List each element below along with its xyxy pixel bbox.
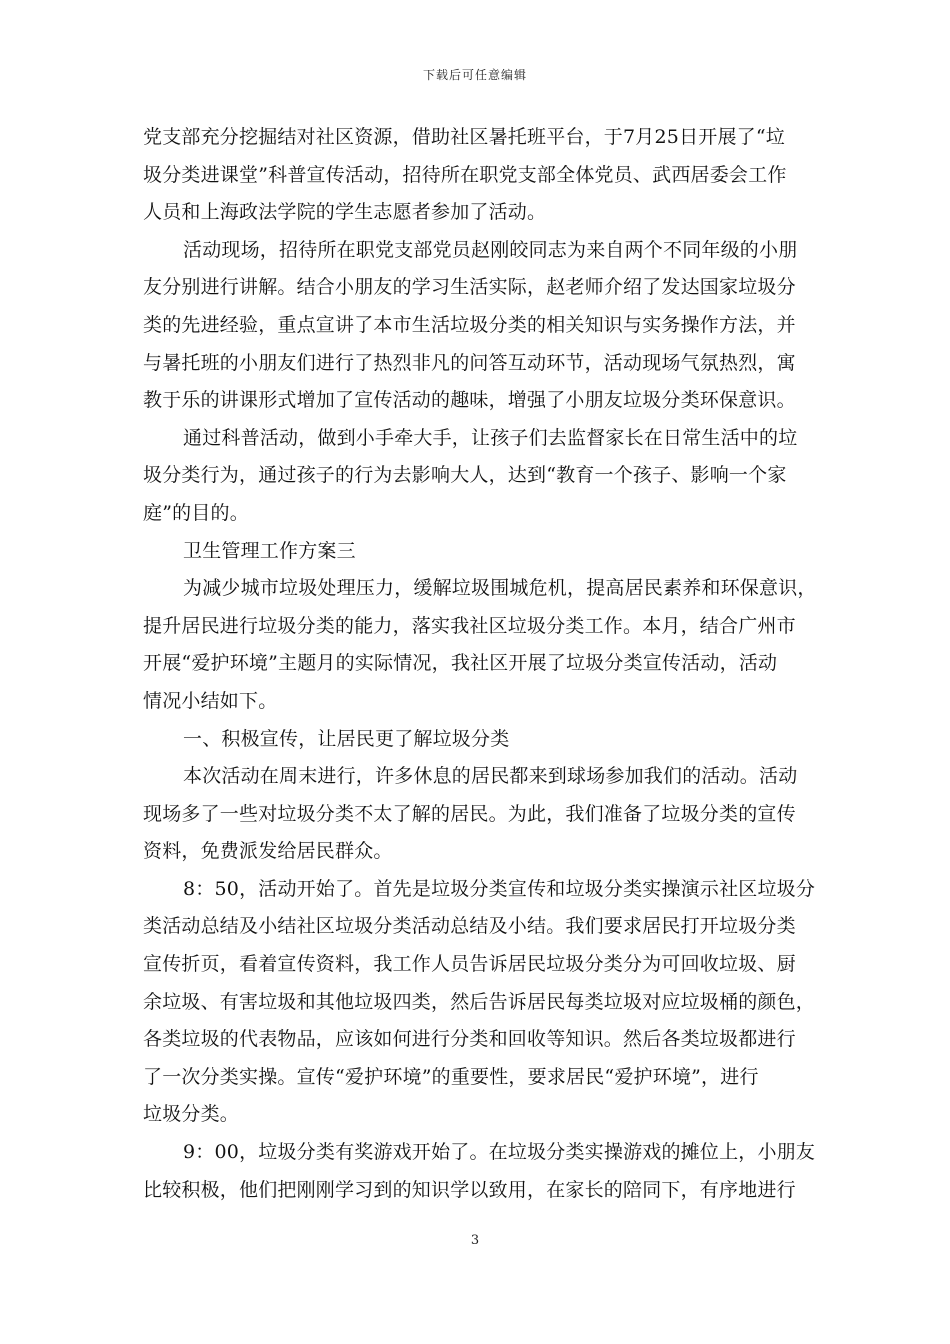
text-line: 垃圾分类。 <box>143 1103 240 1126</box>
text-line: 通过科普活动，做到小手牵大手，让孩子们去监督家长在日常生活中的垃 <box>183 426 798 449</box>
page-number: 3 <box>470 1233 480 1248</box>
text-line: 提升居民进行垃圾分类的能力，落实我社区垃圾分类工作。本月，结合广州市 <box>143 614 796 637</box>
text-line: 类的先进经验，重点宣讲了本市生活垃圾分类的相关知识与实务操作方法，并 <box>143 313 796 336</box>
text-line: 现场多了一些对垃圾分类不太了解的居民。为此，我们准备了垃圾分类的宣传 <box>143 802 796 825</box>
text-line: 各类垃圾的代表物品，应该如何进行分类和回收等知识。然后各类垃圾都进行 <box>143 1028 796 1051</box>
text-line: 比较积极，他们把刚刚学习到的知识学以致用，在家长的陪同下，有序地进行 <box>143 1178 796 1201</box>
text-line: 与暑托班的小朋友们进行了热烈非凡的问答互动环节，活动现场气氛热烈，寓 <box>143 351 796 374</box>
paragraph <box>143 570 817 720</box>
text-line: 宣传折页，看着宣传资料，我工作人员告诉居民垃圾分类分为可回收垃圾、厨 <box>143 953 796 976</box>
text-line: 情况小结如下。 <box>143 689 278 712</box>
paragraph <box>143 758 808 871</box>
paragraph <box>143 420 808 533</box>
text-line: 本次活动在周末进行，许多休息的居民都来到球场参加我们的活动。活动 <box>183 765 798 788</box>
text-line: 活动现场，招待所在职党支部党员赵刚皎同志为来自两个不同年级的小朋 <box>183 238 798 261</box>
document-body <box>143 119 817 1209</box>
text-line: 友分别进行讲解。结合小朋友的学习生活实际，赵老师介绍了发达国家垃圾分 <box>143 276 796 299</box>
paragraph <box>143 119 808 232</box>
paragraph <box>143 232 808 420</box>
text-line: 开展“爱护环境”主题月的实际情况，我社区开展了垃圾分类宣传活动，活动 <box>143 652 778 675</box>
paragraph <box>143 871 816 1134</box>
text-line: 资料，免费派发给居民群众。 <box>143 840 393 863</box>
section-heading <box>143 533 808 571</box>
text-line: 人员和上海政法学院的学生志愿者参加了活动。 <box>143 201 547 224</box>
text-line: 卫生管理工作方案三 <box>183 539 356 562</box>
section-heading <box>143 721 808 759</box>
paragraph <box>143 1134 816 1209</box>
text-line: 教于乐的讲课形式增加了宣传活动的趣味，增强了小朋友垃圾分类环保意识。 <box>143 389 796 412</box>
text-line: 圾分类进课堂”科普宣传活动，招待所在职党支部全体党员、武西居委会工作 <box>143 163 787 186</box>
page-header: 下载后可任意编辑 <box>422 68 527 82</box>
text-line: 庭”的目的。 <box>143 501 249 524</box>
text-line: 了一次分类实操。宣传“爱护环境”的重要性，要求居民“爱护环境”，进行 <box>143 1065 759 1088</box>
text-line: 圾分类行为，通过孩子的行为去影响大人，达到“教育一个孩子、影响一个家 <box>143 464 787 487</box>
text-line: 为减少城市垃圾处理压力，缓解垃圾围城危机，提高居民素养和环保意识， <box>183 577 817 600</box>
text-line: 9：00，垃圾分类有奖游戏开始了。在垃圾分类实操游戏的摊位上，小朋友 <box>183 1141 816 1164</box>
text-line: 一、积极宣传，让居民更了解垃圾分类 <box>183 727 510 750</box>
text-line: 8：50，活动开始了。首先是垃圾分类宣传和垃圾分类实操演示社区垃圾分 <box>183 877 816 900</box>
text-line: 余垃圾、有害垃圾和其他垃圾四类，然后告诉居民每类垃圾对应垃圾桶的颜色， <box>143 990 816 1013</box>
text-line: 类活动总结及小结社区垃圾分类活动总结及小结。我们要求居民打开垃圾分类 <box>143 915 796 938</box>
text-line: 党支部充分挖掘结对社区资源，借助社区暑托班平台，于7月25日开展了“垃 <box>143 126 785 148</box>
